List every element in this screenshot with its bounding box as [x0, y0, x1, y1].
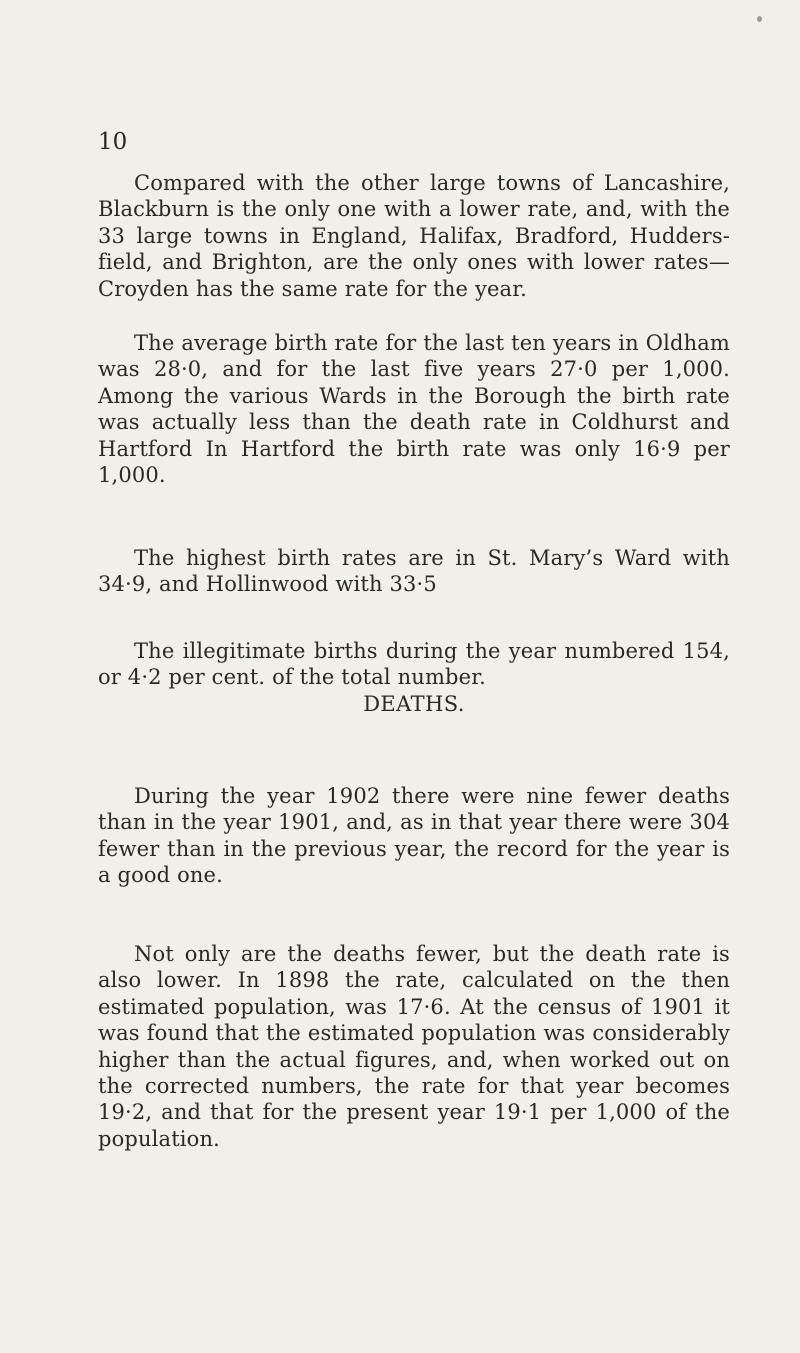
paragraph-average-birth-rate	[98, 330, 730, 488]
paragraph-text: Not only are the deaths fewer, but the death rate is also lower. In 1898 the rate, calculated on the then estimated population, was 17·6. At the census of 1901 it was found that the estimated population was considerably higher than the actual figures, and, when worked out on the corrected numbers, the rate for that year becomes 19·2, and that for the present year 19·1 per 1,000 of the population.	[98, 942, 730, 1151]
paragraph-illegitimate-births	[98, 638, 730, 691]
paragraph-highest-birth-rates	[98, 545, 730, 598]
paragraph-death-rate	[98, 941, 730, 1152]
paragraph-text: Compared with the other large towns of Lancashire, Blackburn is the only one with a lower rate, and, with the 33 large towns in England, Halifax, Bradford, Hudders-field, and Brighton, are the only ones with lower rates— Croyden has the same rate for the year.	[98, 171, 730, 301]
paragraph-text: The illegitimate births during the year numbered 154, or 4·2 per cent. of the total number.	[98, 639, 730, 690]
paragraph-text: The highest birth rates are in St. Mary’s Ward with 34·9, and Hollinwood with 33·5	[98, 546, 730, 597]
page-number: 10	[98, 129, 128, 155]
paragraph-text: The average birth rate for the last ten years in Oldham was 28·0, and for the last five years 27·0 per 1,000. Among the various Wards in the Borough the birth rate was actually less than the death rate in Coldhurst and Hartford In Hartford the birth rate was only 16·9 per 1,000.	[98, 331, 730, 488]
ink-speck	[757, 16, 762, 22]
section-heading-deaths: DEATHS.	[363, 692, 465, 716]
paragraph-text: During the year 1902 there were nine fewer deaths than in the year 1901, and, as in that year there were 304 fewer than in the previous year, the record for the year is a good one.	[98, 784, 730, 888]
paragraph-lancashire-comparison	[98, 170, 730, 302]
paragraph-fewer-deaths	[98, 783, 730, 889]
